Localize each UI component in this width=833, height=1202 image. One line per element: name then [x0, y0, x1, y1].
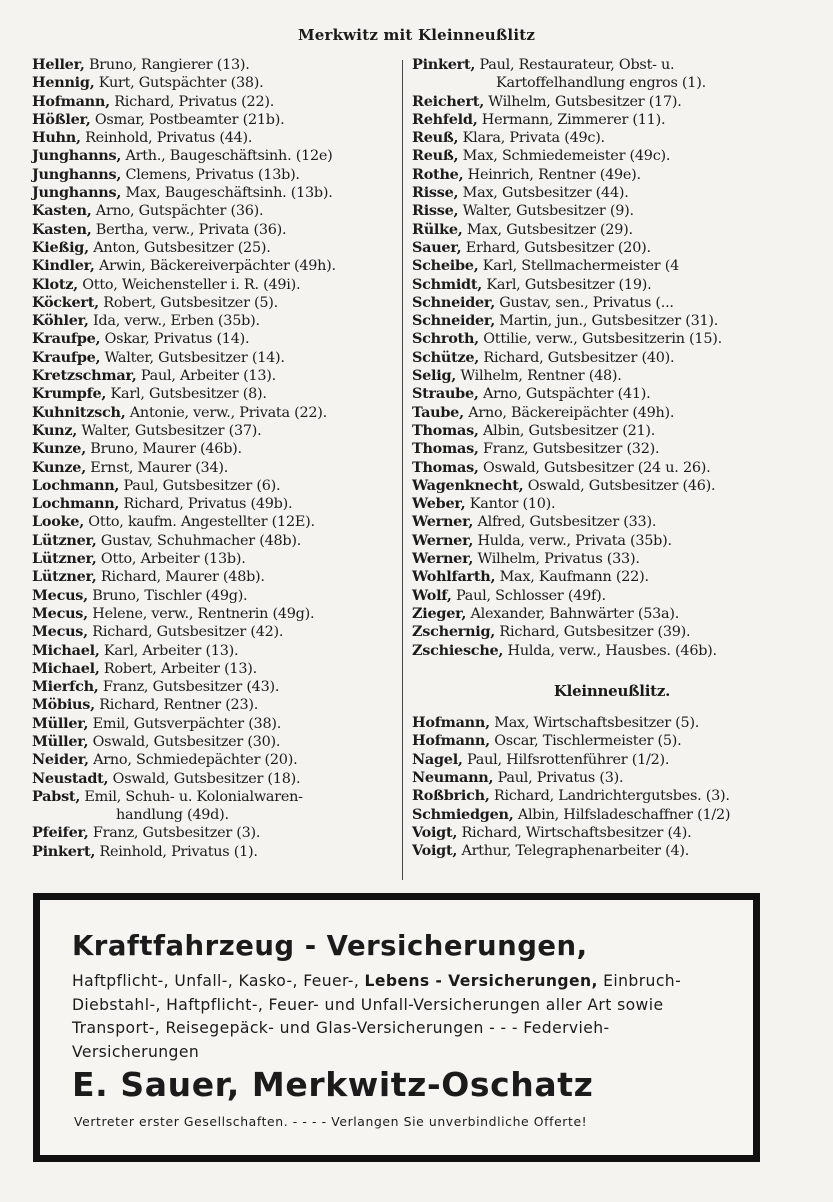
entry-surname: Rothe,	[412, 165, 464, 183]
entry-details: Arno, Bäckereipächter (49h).	[468, 404, 675, 421]
entry-details: Oswald, Gutsbesitzer (30).	[92, 733, 281, 750]
entry-details: Anton, Gutsbesitzer (25).	[93, 239, 271, 256]
entry-details: Alexander, Bahnwärter (53a).	[470, 605, 680, 622]
directory-entry	[32, 733, 396, 751]
entry-details: Antonie, verw., Privata (22).	[129, 404, 327, 421]
entry-surname: Kraufpe,	[32, 330, 101, 348]
entry-details: Richard, Gutsbesitzer (40).	[483, 349, 675, 366]
directory-entry	[32, 147, 396, 165]
entry-details: Reinhold, Privatus (1).	[99, 843, 258, 860]
directory-entry	[412, 404, 812, 422]
directory-entry	[32, 166, 396, 184]
entry-details: Kantor (10).	[469, 496, 556, 513]
entry-surname: Kuhnitzsch,	[32, 403, 126, 421]
right-column	[412, 56, 812, 860]
column-divider	[402, 60, 403, 880]
entry-details: Wilhelm, Rentner (48).	[460, 368, 622, 385]
directory-entry	[412, 147, 812, 165]
entry-surname: Kasten,	[32, 202, 92, 220]
entry-details: Robert, Arbeiter (13).	[103, 660, 257, 677]
entry-surname: Müller,	[32, 714, 89, 732]
directory-entry	[32, 56, 396, 74]
ad-body-text: Haftpflicht-, Unfall-, Kasko-, Feuer-,	[72, 972, 365, 990]
right-entries	[412, 56, 812, 660]
directory-entry	[32, 843, 396, 861]
entry-details: Max, Gutsbesitzer (29).	[466, 221, 633, 238]
directory-entry	[32, 367, 396, 385]
directory-entry	[412, 422, 812, 440]
ad-headline: Kraftfahrzeug - Versicherungen,	[72, 930, 588, 962]
entry-surname: Schneider,	[412, 312, 495, 330]
entry-details: Paul, Gutsbesitzer (6).	[123, 477, 281, 494]
entry-surname: Werner,	[412, 550, 474, 568]
entry-details: Helene, verw., Rentnerin (49g).	[92, 605, 315, 622]
entry-details: Alfred, Gutsbesitzer (33).	[477, 514, 657, 531]
directory-entry	[32, 788, 396, 825]
entry-details: Robert, Gutsbesitzer (5).	[103, 294, 278, 311]
entry-details: Osmar, Postbeamter (21b).	[94, 111, 285, 128]
entry-details: Paul, Hilfsrottenführer (1/2).	[467, 751, 670, 768]
directory-entry	[412, 257, 812, 275]
entry-surname: Michael,	[32, 659, 100, 677]
entry-surname: Kindler,	[32, 257, 95, 275]
page-title: Merkwitz mit Kleinneußlitz	[297, 26, 536, 44]
entry-details: Arno, Gutspächter (41).	[482, 386, 651, 403]
directory-entry	[32, 111, 396, 129]
entry-surname: Reichert,	[412, 92, 484, 110]
entry-details: Paul, Restaurateur, Obst- u.	[479, 57, 675, 73]
entry-details: Bruno, Tischler (49g).	[92, 587, 248, 604]
directory-entry	[412, 550, 812, 568]
entry-details: Franz, Gutsbesitzer (32).	[483, 441, 660, 458]
directory-entry	[32, 202, 396, 220]
entry-details: Martin, jun., Gutsbesitzer (31).	[499, 313, 719, 330]
directory-entry	[412, 842, 812, 860]
directory-entry	[412, 495, 812, 513]
entry-surname: Junghanns,	[32, 147, 122, 165]
directory-entry	[32, 623, 396, 641]
directory-entry	[412, 806, 812, 824]
directory-entry	[412, 642, 812, 660]
insurance-advertisement	[33, 893, 760, 1162]
entry-surname: Nagel,	[412, 750, 463, 768]
entry-details: Arno, Schmiedepächter (20).	[93, 752, 298, 769]
entry-surname: Mecus,	[32, 586, 88, 604]
entry-surname: Neumann,	[412, 768, 494, 786]
entry-surname: Lochmann,	[32, 495, 120, 513]
entry-details: Max, Schmiedemeister (49c).	[462, 148, 671, 165]
entry-details: Oscar, Tischlermeister (5).	[494, 733, 682, 750]
entry-details: Max, Gutsbesitzer (44).	[462, 185, 629, 202]
entry-details: Arth., Baugeschäftsinh. (12e)	[125, 148, 333, 165]
entry-surname: Kunze,	[32, 458, 86, 476]
directory-entry	[32, 587, 396, 605]
entry-surname: Köckert,	[32, 293, 99, 311]
directory-entry	[32, 715, 396, 733]
directory-entry	[412, 111, 812, 129]
entry-details: Max, Wirtschaftsbesitzer (5).	[494, 715, 700, 732]
directory-entry	[412, 184, 812, 202]
entry-surname: Wohlfarth,	[412, 568, 496, 586]
directory-entry	[412, 385, 812, 403]
entry-details: Franz, Gutsbesitzer (3).	[92, 825, 261, 842]
entry-surname: Looke,	[32, 513, 84, 531]
entry-details: Otto, Weichensteller i. R. (49i).	[82, 276, 301, 293]
entry-details: Hulda, verw., Hausbes. (46b).	[507, 642, 717, 659]
entry-surname: Wolf,	[412, 586, 452, 604]
directory-entry	[32, 824, 396, 842]
entry-surname: Voigt,	[412, 842, 458, 860]
directory-entry	[32, 385, 396, 403]
directory-entry	[32, 678, 396, 696]
entry-details: Paul, Arbeiter (13).	[140, 368, 276, 385]
entry-details: Max, Baugeschäftsinh. (13b).	[125, 185, 333, 202]
directory-entry	[32, 422, 396, 440]
ad-body	[72, 970, 728, 1064]
directory-entry	[32, 184, 396, 202]
entry-details: Bertha, verw., Privata (36).	[95, 221, 287, 238]
entry-surname: Kretzschmar,	[32, 367, 137, 385]
entry-details: Richard, Privatus (49b).	[123, 496, 293, 513]
entry-details: Wilhelm, Privatus (33).	[477, 551, 640, 568]
entry-details: Ernst, Maurer (34).	[90, 459, 229, 476]
entry-surname: Thomas,	[412, 421, 479, 439]
directory-entry	[32, 495, 396, 513]
directory-entry	[32, 513, 396, 531]
entry-surname: Neider,	[32, 751, 89, 769]
directory-entry	[412, 623, 812, 641]
entry-details: Otto, kaufm. Angestellter (12E).	[88, 514, 315, 531]
directory-entry	[32, 696, 396, 714]
directory-entry	[32, 294, 396, 312]
entry-details: Albin, Hilfsladeschaffner (1/2)	[517, 806, 731, 823]
entry-details: Richard, Landrichtergutsbes. (3).	[493, 788, 730, 805]
directory-entry	[412, 166, 812, 184]
entry-details: Otto, Arbeiter (13b).	[100, 551, 246, 568]
entry-surname: Neustadt,	[32, 769, 109, 787]
entry-surname: Junghanns,	[32, 165, 122, 183]
directory-entry	[32, 129, 396, 147]
entry-surname: Risse,	[412, 184, 459, 202]
directory-entry	[412, 532, 812, 550]
directory-entry	[412, 56, 812, 93]
entry-details: Karl, Arbeiter (13).	[103, 642, 239, 659]
entry-surname: Rehfeld,	[412, 110, 478, 128]
directory-entry	[32, 349, 396, 367]
entry-surname: Straube,	[412, 385, 479, 403]
directory-entry	[412, 330, 812, 348]
directory-entry	[412, 605, 812, 623]
entry-surname: Risse,	[412, 202, 459, 220]
entry-details: Karl, Gutsbesitzer (19).	[486, 276, 652, 293]
entry-details: Gustav, sen., Privatus (...	[499, 294, 674, 311]
entry-surname: Rülke,	[412, 220, 463, 238]
entry-details: Oswald, Gutsbesitzer (24 u. 26).	[483, 459, 711, 476]
entry-surname: Thomas,	[412, 440, 479, 458]
entry-surname: Huhn,	[32, 129, 81, 147]
left-column	[32, 56, 396, 861]
directory-entry	[32, 312, 396, 330]
entry-details: Gustav, Schuhmacher (48b).	[100, 532, 302, 549]
entry-surname: Sauer,	[412, 238, 462, 256]
directory-entry	[412, 787, 812, 805]
entry-details: Walter, Gutsbesitzer (37).	[81, 422, 262, 439]
entry-details: Albin, Gutsbesitzer (21).	[483, 422, 656, 439]
entry-surname: Heller,	[32, 56, 85, 73]
entry-details: Oswald, Gutsbesitzer (18).	[112, 770, 301, 787]
directory-entry	[412, 714, 812, 732]
entry-details: Richard, Rentner (23).	[99, 697, 259, 714]
entry-details: Wilhelm, Gutsbesitzer (17).	[488, 93, 682, 110]
directory-entry	[412, 349, 812, 367]
entry-surname: Pinkert,	[32, 842, 96, 860]
directory-entry	[32, 404, 396, 422]
directory-entry	[32, 770, 396, 788]
directory-entry	[32, 550, 396, 568]
entry-details: Arno, Gutspächter (36).	[95, 203, 264, 220]
entry-details: Klara, Privata (49c).	[462, 130, 605, 147]
entry-surname: Hofmann,	[412, 714, 490, 732]
directory-entry	[32, 642, 396, 660]
entry-details: Hulda, verw., Privata (35b).	[477, 532, 672, 549]
directory-entry	[412, 93, 812, 111]
entry-surname: Schmiedgen,	[412, 805, 514, 823]
entry-surname: Müller,	[32, 732, 89, 750]
directory-entry	[32, 74, 396, 92]
entry-details: Arwin, Bäckereiverpächter (49h).	[99, 258, 336, 275]
ad-body-text-2: Einbruch-Diebstahl-, Haftpflicht-, Feuer- und Unfall-Versicherungen aller Art sowie Transport-, Reisegepäck- und Glas-Versicherungen - - - Federvieh-Versicherungen	[72, 972, 682, 1061]
entry-surname: Kasten,	[32, 220, 92, 238]
entry-continuation: Kartoffelhandlung engros (1).	[496, 75, 706, 92]
directory-entry	[32, 605, 396, 623]
entry-details: Bruno, Maurer (46b).	[90, 441, 242, 458]
entry-surname: Schroth,	[412, 330, 479, 348]
entry-surname: Klotz,	[32, 275, 78, 293]
entry-surname: Lochmann,	[32, 476, 120, 494]
entry-details: Arthur, Telegraphenarbeiter (4).	[461, 843, 690, 860]
directory-entry	[32, 239, 396, 257]
directory-entry	[412, 459, 812, 477]
entry-surname: Zieger,	[412, 604, 467, 622]
entry-continuation: handlung (49d).	[116, 807, 229, 824]
entry-details: Ottilie, verw., Gutsbesitzerin (15).	[483, 331, 722, 348]
entry-details: Heinrich, Rentner (49e).	[467, 166, 641, 183]
entry-surname: Thomas,	[412, 458, 479, 476]
entry-surname: Kießig,	[32, 238, 89, 256]
directory-entry	[412, 312, 812, 330]
entry-surname: Werner,	[412, 513, 474, 531]
directory-entry	[412, 239, 812, 257]
entry-surname: Pinkert,	[412, 56, 476, 73]
entry-surname: Lützner,	[32, 550, 97, 568]
directory-entry	[32, 257, 396, 275]
entry-details: Karl, Stellmachermeister (4	[482, 258, 679, 275]
entry-details: Richard, Gutsbesitzer (42).	[92, 624, 284, 641]
entry-surname: Mecus,	[32, 604, 88, 622]
entry-details: Richard, Maurer (48b).	[100, 569, 265, 586]
entry-details: Reinhold, Privatus (44).	[85, 130, 253, 147]
directory-entry	[412, 751, 812, 769]
entry-surname: Hofmann,	[412, 732, 490, 750]
entry-surname: Michael,	[32, 641, 100, 659]
directory-entry	[412, 477, 812, 495]
directory-entry	[412, 513, 812, 531]
entry-surname: Wagenknecht,	[412, 476, 524, 494]
entry-surname: Reuß,	[412, 129, 459, 147]
directory-entry	[32, 459, 396, 477]
entry-surname: Kunz,	[32, 421, 78, 439]
entry-surname: Köhler,	[32, 312, 89, 330]
directory-entry	[32, 276, 396, 294]
entry-details: Clemens, Privatus (13b).	[125, 166, 300, 183]
entry-surname: Mierfch,	[32, 678, 99, 696]
directory-entry	[32, 532, 396, 550]
directory-entry	[412, 367, 812, 385]
entry-surname: Schneider,	[412, 293, 495, 311]
entry-surname: Schmidt,	[412, 275, 483, 293]
directory-entry	[412, 732, 812, 750]
entry-details: Richard, Wirtschaftsbesitzer (4).	[461, 824, 692, 841]
entry-surname: Scheibe,	[412, 257, 479, 275]
entry-surname: Weber,	[412, 495, 466, 513]
entry-details: Richard, Privatus (22).	[114, 93, 275, 110]
directory-entry	[412, 276, 812, 294]
entry-surname: Reuß,	[412, 147, 459, 165]
directory-entry	[32, 440, 396, 458]
directory-entry	[32, 751, 396, 769]
directory-entry	[412, 568, 812, 586]
entry-surname: Hennig,	[32, 74, 95, 92]
entry-details: Richard, Gutsbesitzer (39).	[499, 624, 691, 641]
entry-details: Max, Kaufmann (22).	[499, 569, 649, 586]
entry-surname: Lützner,	[32, 531, 97, 549]
entry-surname: Roßbrich,	[412, 787, 490, 805]
entry-surname: Hößler,	[32, 110, 91, 128]
entry-details: Walter, Gutsbesitzer (14).	[104, 349, 285, 366]
ad-body-bold: Lebens - Versicherungen,	[364, 972, 598, 990]
directory-entry	[412, 294, 812, 312]
directory-entry	[412, 587, 812, 605]
entry-surname: Kraufpe,	[32, 348, 101, 366]
entry-details: Paul, Schlosser (49f).	[456, 587, 606, 604]
entry-surname: Mecus,	[32, 623, 88, 641]
entry-details: Erhard, Gutsbesitzer (20).	[465, 239, 651, 256]
directory-entry	[412, 769, 812, 787]
directory-entry	[412, 221, 812, 239]
directory-entry	[412, 129, 812, 147]
entry-surname: Hofmann,	[32, 92, 110, 110]
entry-surname: Pabst,	[32, 787, 81, 805]
ad-tagline: Vertreter erster Gesellschaften. - - - - Verlangen Sie unverbindliche Offerte!	[74, 1114, 588, 1129]
entry-details: Kurt, Gutspächter (38).	[98, 75, 264, 92]
entry-surname: Voigt,	[412, 823, 458, 841]
entry-details: Hermann, Zimmerer (11).	[481, 111, 666, 128]
entry-surname: Möbius,	[32, 696, 95, 714]
entry-surname: Schütze,	[412, 348, 480, 366]
directory-entry	[32, 221, 396, 239]
entry-surname: Lützner,	[32, 568, 97, 586]
entry-details: Franz, Gutsbesitzer (43).	[102, 679, 280, 696]
entry-surname: Zschiesche,	[412, 641, 504, 659]
directory-entry	[32, 330, 396, 348]
entry-surname: Junghanns,	[32, 184, 122, 202]
ad-company-name: E. Sauer, Merkwitz-Oschatz	[72, 1065, 594, 1104]
entry-surname: Selig,	[412, 367, 457, 385]
directory-entry	[412, 824, 812, 842]
entry-details: Oskar, Privatus (14).	[104, 331, 250, 348]
entry-details: Paul, Privatus (3).	[497, 769, 624, 786]
entry-surname: Taube,	[412, 403, 464, 421]
entry-details: Karl, Gutsbesitzer (8).	[110, 386, 267, 403]
directory-entry	[32, 93, 396, 111]
entry-details: Oswald, Gutsbesitzer (46).	[527, 477, 716, 494]
directory-entry	[32, 477, 396, 495]
section-entries	[412, 714, 812, 860]
directory-entry	[412, 440, 812, 458]
directory-entry	[32, 568, 396, 586]
entry-surname: Werner,	[412, 531, 474, 549]
entry-surname: Pfeifer,	[32, 824, 89, 842]
entry-details: Walter, Gutsbesitzer (9).	[462, 203, 634, 220]
entry-surname: Kunze,	[32, 440, 86, 458]
entry-details: Bruno, Rangierer (13).	[88, 57, 250, 73]
entry-surname: Krumpfe,	[32, 385, 107, 403]
entry-surname: Zschernig,	[412, 623, 496, 641]
directory-entry	[412, 202, 812, 220]
entry-details: Ida, verw., Erben (35b).	[93, 313, 260, 330]
section-heading: Kleinneußlitz.	[553, 681, 671, 700]
entry-details: Emil, Schuh- u. Kolonialwaren-	[84, 788, 303, 805]
entry-details: Emil, Gutsverpächter (38).	[92, 715, 282, 732]
directory-entry	[32, 660, 396, 678]
